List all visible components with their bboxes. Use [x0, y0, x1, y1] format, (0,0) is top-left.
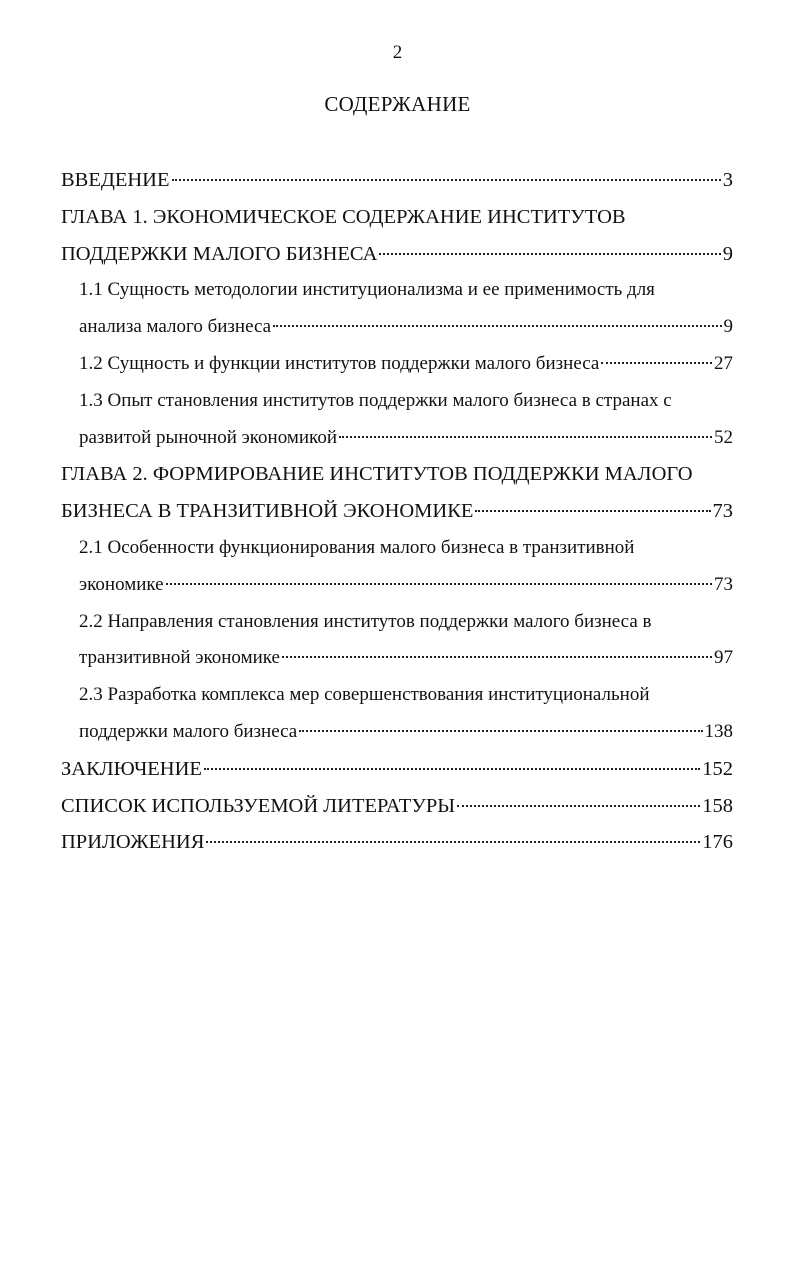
toc-entry-text: ГЛАВА 1. ЭКОНОМИЧЕСКОЕ СОДЕРЖАНИЕ ИНСТИТУТОВ [61, 205, 626, 228]
toc-entry-text: 2.1 Особенности функционирования малого бизнеса в транзитивной [79, 536, 635, 558]
toc-page-number: 9 [722, 242, 733, 265]
toc-entry-text-cont: ПОДДЕРЖКИ МАЛОГО БИЗНЕСА [61, 242, 378, 265]
toc-entry-text: 1.1 Сущность методологии институционализма и ее применимость для [79, 279, 655, 301]
toc-page-number: 138 [704, 720, 733, 742]
toc-page-number: 158 [702, 794, 733, 817]
dot-leader [601, 362, 712, 364]
toc-entry-conclusion [61, 751, 733, 788]
dot-leader [273, 325, 721, 327]
dot-leader [339, 436, 712, 438]
toc-entry-section-2-1 [61, 530, 733, 604]
toc-entry-text: 2.3 Разработка комплекса мер совершенствования институциональной [79, 684, 650, 706]
toc-entry-text-cont: развитой рыночной экономикой [79, 426, 337, 448]
toc-entry-text: ГЛАВА 2. ФОРМИРОВАНИЕ ИНСТИТУТОВ ПОДДЕРЖКИ МАЛОГО [61, 463, 693, 486]
toc-entry-section-1-2 [61, 346, 733, 383]
toc-entry-chapter-2 [61, 456, 733, 530]
toc-page-number: 27 [714, 352, 733, 374]
toc-page-number: 9 [723, 316, 733, 338]
dot-leader [204, 768, 700, 770]
toc-entry-text: 1.3 Опыт становления институтов поддержки малого бизнеса в странах с [79, 389, 672, 411]
toc-entry-section-1-1 [61, 272, 733, 346]
dot-leader [172, 179, 721, 181]
toc-entry-text: 1.2 Сущность и функции институтов поддержки малого бизнеса [79, 352, 600, 374]
toc-entry-appendices [61, 824, 733, 861]
page-number: 2 [392, 42, 403, 63]
dot-leader [299, 730, 702, 732]
toc-entry-section-2-3 [61, 677, 733, 751]
toc-title: СОДЕРЖАНИЕ [324, 92, 471, 116]
toc-page-number: 152 [702, 757, 733, 780]
toc-entry-text: 2.2 Направления становления институтов поддержки малого бизнеса в [79, 610, 652, 632]
dot-leader [206, 841, 700, 843]
toc-entry-text-cont: анализа малого бизнеса [79, 316, 272, 338]
toc-page-number: 52 [714, 426, 733, 448]
dot-leader [379, 253, 720, 255]
toc-page-number: 3 [722, 169, 733, 191]
toc-entry-text-cont: БИЗНЕСА В ТРАНЗИТИВНОЙ ЭКОНОМИКЕ [61, 500, 474, 523]
toc-entry-chapter-1 [61, 199, 733, 273]
toc-page-number: 176 [702, 831, 733, 854]
dot-leader [282, 656, 712, 658]
toc-page-number: 97 [714, 647, 733, 669]
toc-entry-text-cont: поддержки малого бизнеса [79, 720, 298, 742]
toc-page-number: 73 [714, 573, 733, 595]
toc-entry-text: ПРИЛОЖЕНИЯ [61, 831, 205, 854]
toc-entry-text: СПИСОК ИСПОЛЬЗУЕМОЙ ЛИТЕРАТУРЫ [61, 794, 456, 817]
toc-entry-intro [61, 162, 733, 199]
toc-entry-text-cont: экономике [79, 573, 164, 595]
table-of-contents [61, 162, 733, 861]
dot-leader [457, 805, 700, 807]
toc-entry-text: ЗАКЛЮЧЕНИЕ [61, 757, 202, 780]
toc-page-number: 73 [712, 500, 733, 523]
toc-entry-section-1-3 [61, 383, 733, 457]
toc-entry-section-2-2 [61, 604, 733, 678]
dot-leader [166, 583, 712, 585]
toc-entry-literature [61, 788, 733, 825]
toc-entry-text: ВВЕДЕНИЕ [61, 169, 170, 191]
toc-entry-text-cont: транзитивной экономике [79, 647, 280, 669]
dot-leader [475, 510, 710, 512]
